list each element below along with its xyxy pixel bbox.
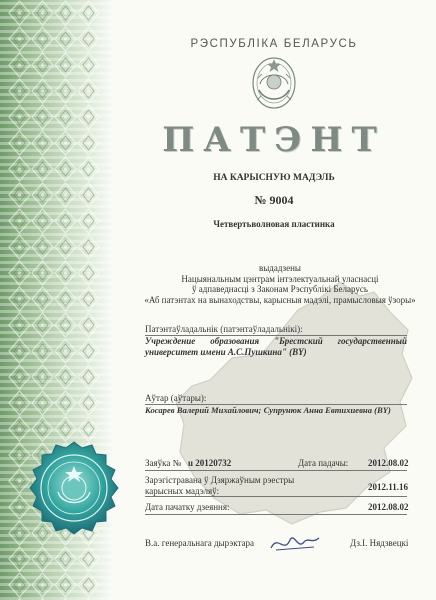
validity-label: Дата пачатку дзеяння: (145, 502, 230, 512)
registration-label: Зарэгістравана ў Дзяржаўным рэестры (145, 475, 295, 485)
authors-value: Косарев Валерий Михайлович; Супрунюк Анна Евтихиевна (BY) (145, 405, 391, 415)
filing-date-label: Дата падачы: (298, 458, 349, 468)
registration-date: 2012.11.16 (368, 482, 409, 492)
application-divider (145, 470, 407, 471)
document-title: ПАТЭНТ (162, 120, 386, 160)
document-subtitle: НА КАРЫСНУЮ МАДЭЛЬ (213, 173, 335, 183)
issued-statement (130, 263, 430, 305)
application-label: Заяўка № (145, 458, 182, 468)
patent-number: № 9004 (254, 193, 294, 207)
authors-label: Аўтар (аўтары): (145, 393, 207, 403)
issued-line: выдадзены (259, 263, 301, 273)
issued-line: Нацыянальным цэнтрам інтэлектуальнай уласнасці (181, 273, 379, 284)
country-name: РЭСПУБЛІКА БЕЛАРУСЬ (190, 38, 358, 50)
state-emblem-icon (251, 56, 297, 110)
validity-date: 2012.08.02 (368, 502, 409, 512)
owner-label: Патэнтаўладальнік (патэнтаўладальнікі): (145, 324, 303, 334)
registration-divider (145, 496, 407, 497)
signatory-name: Дз.І. Нядзвецкі (350, 538, 409, 548)
filing-date: 2012.08.02 (368, 458, 409, 468)
signature-mark (268, 528, 322, 556)
invention-name: Четвертьволновая пластинка (213, 219, 335, 229)
registration-label-2: карысных мадэляў: (145, 486, 220, 496)
issued-line: «Аб патэнтах на вынаходствы, карысныя мадэлі, прамысловыя ўзоры» (144, 294, 416, 305)
issued-line: ў адпаведнасці з Законам Рэспублікі Беларусь (191, 284, 369, 294)
application-number: u 20120732 (188, 458, 232, 468)
hologram-seal-icon (26, 440, 122, 536)
validity-divider (145, 514, 407, 515)
owner-value: Учреждение образования "Брестский государственный университет имени А.С.Пушкина" (BY) (145, 336, 407, 357)
signatory-title: В.а. генеральнага дырэктара (145, 538, 255, 548)
